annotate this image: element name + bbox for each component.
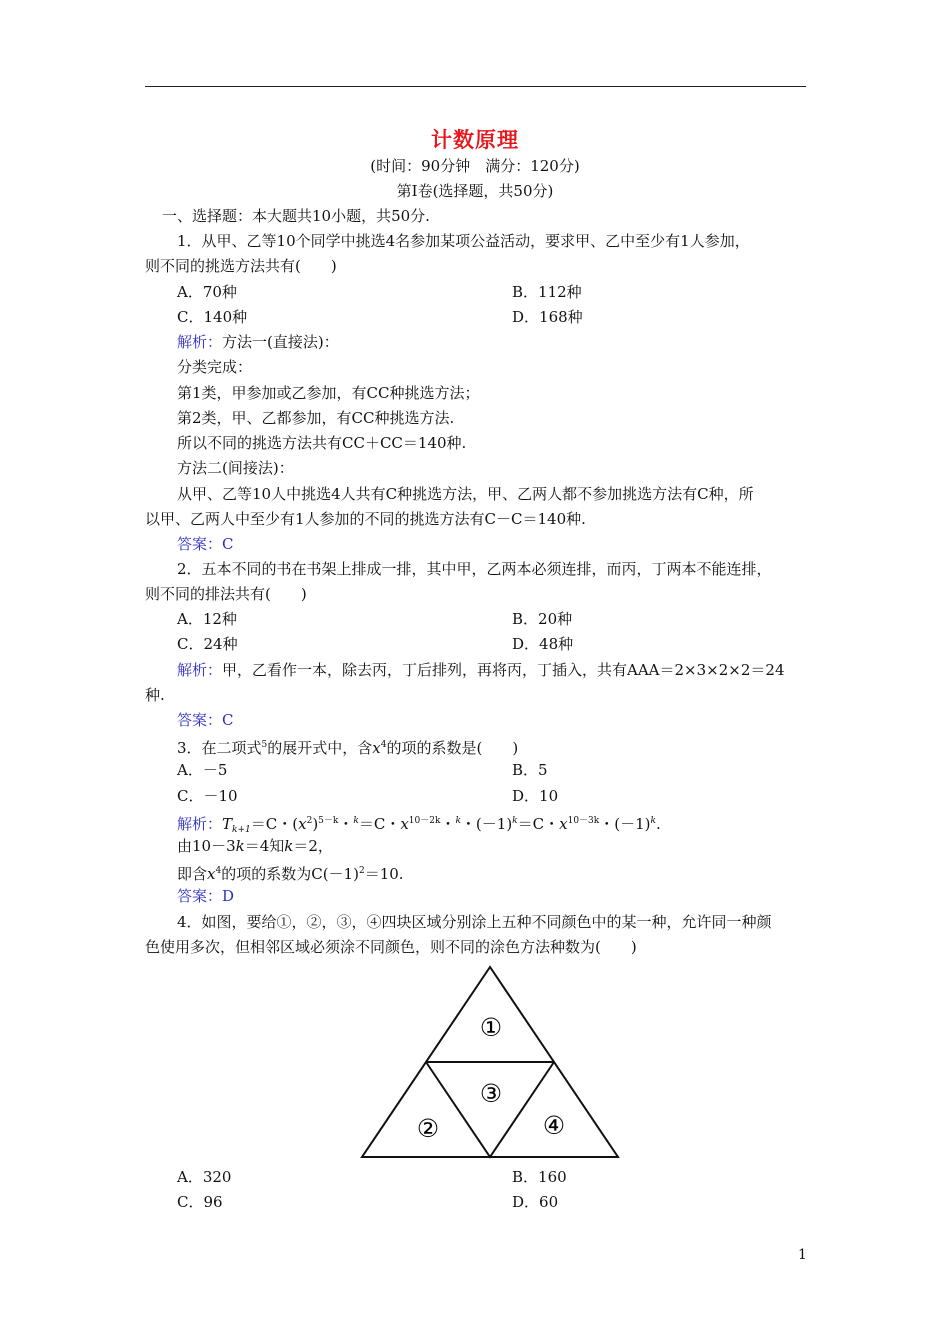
page-number: 1	[798, 1247, 807, 1263]
region-3-label: ③	[479, 1079, 503, 1108]
region-1-label: ①	[479, 1013, 503, 1042]
exam-meta: (时间：90分钟 满分：120分)	[370, 157, 580, 175]
q3-stem: 3．在二项式$^5$的展开式中，含$x^4$的项的系数是( )	[177, 739, 519, 757]
q1-analysis-line: 以甲、乙两人中至少有1人参加的不同的挑选方法有C－C＝140种.	[145, 510, 586, 528]
q3-option-c: C．－10	[177, 787, 238, 805]
q4-option-a: A．320	[177, 1168, 232, 1186]
q2-option-b: B．20种	[512, 610, 573, 628]
q1-analysis-line: 所以不同的挑选方法共有CC＋CC＝140种.	[177, 434, 467, 452]
q1-analysis-line: 第2类，甲、乙都参加，有CC种挑选方法.	[177, 409, 455, 427]
q1-option-a: A．70种	[177, 283, 237, 301]
q3-option-b: B．5	[512, 761, 548, 779]
q2-stem-line2: 则不同的排法共有( )	[145, 585, 307, 603]
q2-stem-line1: 2．五本不同的书在书架上排成一排，其中甲，乙两本必须连排，而丙，丁两本不能连排，	[177, 560, 772, 578]
q4-option-c: C．96	[177, 1193, 223, 1211]
q2-analysis-line: 解析：甲，乙看作一本，除去丙，丁后排列，再将丙，丁插入，共有AAA＝2×3×2×2＝24	[177, 661, 785, 679]
analysis-label: 解析：	[177, 661, 223, 679]
q1-option-d: D．168种	[512, 308, 583, 326]
q2-analysis-cont: 种.	[145, 686, 165, 704]
q1-option-b: B．112种	[512, 283, 582, 301]
q1-option-c: C．140种	[177, 308, 248, 326]
q1-stem-line2: 则不同的挑选方法共有( )	[145, 257, 337, 275]
q4-option-d: D．60	[512, 1193, 559, 1211]
q1-answer: 答案：C	[177, 535, 234, 553]
region-4-label: ④	[542, 1111, 566, 1140]
section-heading: 一、选择题：本大题共10小题，共50分.	[162, 207, 430, 225]
q4-option-b: B．160	[512, 1168, 567, 1186]
q3-analysis-line: 即含$x^4$的项的系数为$C(-1)^2=10$.	[177, 865, 404, 883]
region-2-label: ②	[416, 1114, 440, 1143]
analysis-label: 解析：	[177, 815, 223, 833]
q1-stem-line1: 1．从甲、乙等10个同学中挑选4名参加某项公益活动，要求甲、乙中至少有1人参加，	[177, 232, 750, 250]
q3-option-d: D．10	[512, 787, 559, 805]
q1-analysis-line: 解析：方法一(直接法)：	[177, 333, 339, 351]
analysis-label: 解析：	[177, 333, 223, 351]
q3-option-a: A．－5	[177, 761, 228, 779]
q4-stem-line1: 4．如图，要给①，②，③，④四块区域分别涂上五种不同颜色中的某一种，允许同一种颜	[177, 913, 772, 931]
q2-option-d: D．48种	[512, 635, 574, 653]
q1-analysis-line: 从甲、乙等10人中挑选4人共有C种挑选方法，甲、乙两人都不参加挑选方法有C种，所	[177, 485, 754, 503]
q1-analysis-line: 第1类，甲参加或乙参加，有CC种挑选方法；	[177, 384, 480, 402]
header-rule	[145, 86, 806, 87]
q3-analysis-line: 解析：$T_{k+1}=C$・$(x^2)^{5-k}$・$^k$＝C・$x^{10-2k}$・$^k$・$(-1)^k=C$・$x^{10-3k}$・$(-1)^k$.	[177, 815, 661, 835]
q3-answer: 答案：D	[177, 887, 235, 905]
q1-analysis-line: 方法二(间接法)：	[177, 459, 294, 477]
document-title: 计数原理	[431, 127, 519, 152]
q2-answer: 答案：C	[177, 711, 234, 729]
q2-option-c: C．24种	[177, 635, 238, 653]
q2-option-a: A．12种	[177, 610, 237, 628]
volume-heading: 第Ⅰ卷(选择题，共50分)	[396, 182, 554, 200]
inner-sides	[426, 1062, 554, 1157]
triangle-regions-figure	[360, 965, 620, 1160]
q3-analysis-line: 由10－3k＝4知k＝2，	[177, 837, 333, 855]
q4-stem-line2: 色使用多次，但相邻区域必须涂不同颜色，则不同的涂色方法种数为( )	[145, 938, 637, 956]
q1-analysis-line: 分类完成：	[177, 358, 253, 376]
